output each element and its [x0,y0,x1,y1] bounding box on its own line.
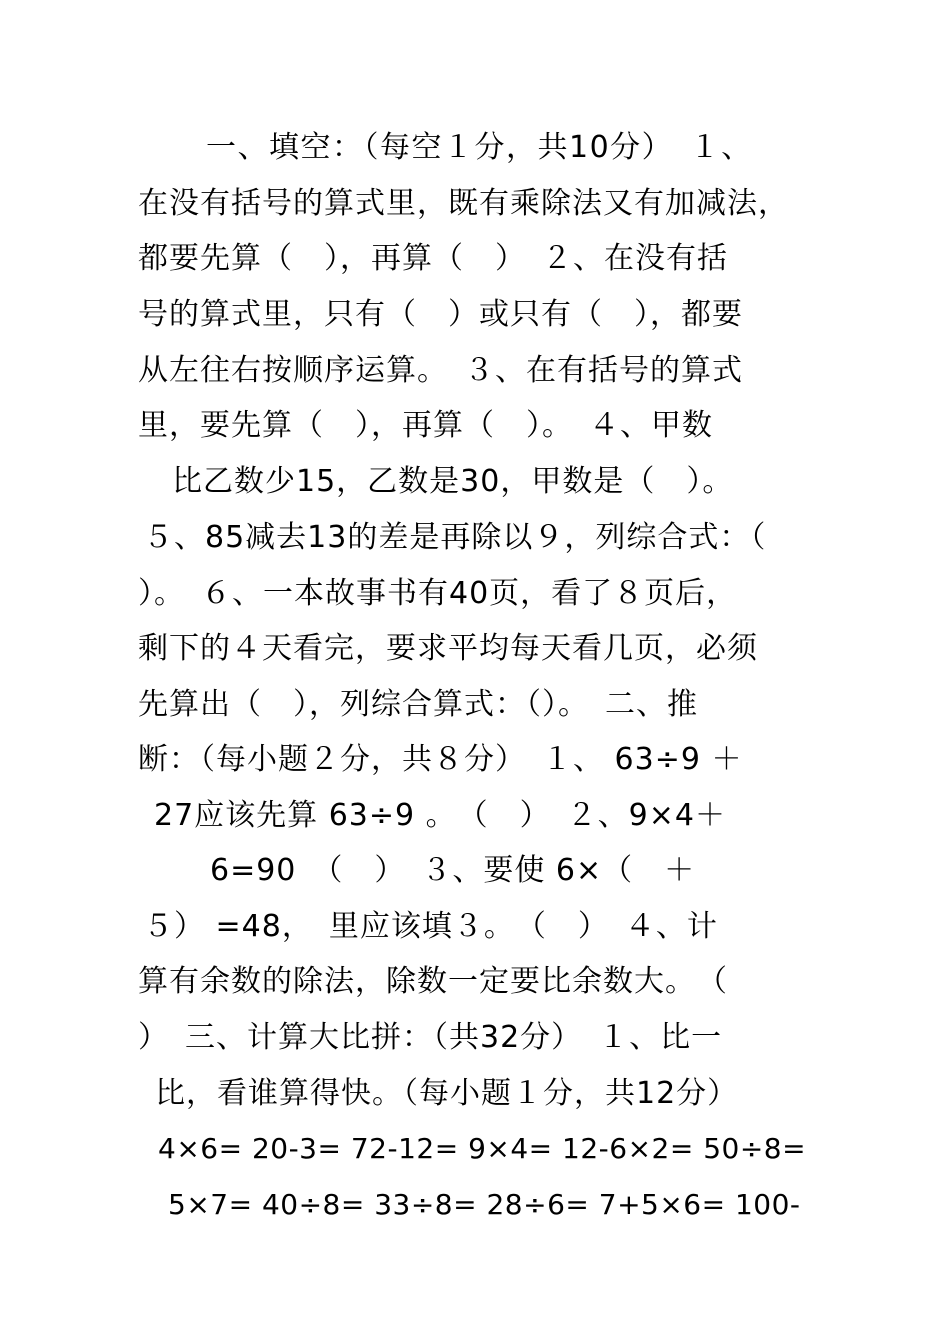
text-line: 比，看谁算得快。（每小题１分，共12分） [155,1076,739,1111]
text-line: 里，要先算（ ），再算（ ）。 ４、甲数 [138,408,713,443]
text-line: 一、填空：（每空１分，共10分） １、 [206,130,753,165]
text-line: ５、85减去13的差是再除以９，列综合式：（ [143,520,767,555]
text-line: 4×6= 20-3= 72-12= 9×4= 12-6×2= 50÷8= [158,1132,807,1165]
text-line: 5×7= 40÷8= 33÷8= 28÷6= 7+5×6= 100- [168,1188,801,1221]
text-line: 27应该先算 63÷9 。 （ ） ２、9×4＋ [154,798,726,833]
text-line: 号的算式里，只有（ ）或只有（ ），都要 [138,297,743,332]
text-line: 比乙数少15，乙数是30，甲数是（ ）。 [172,464,734,499]
text-line: 剩下的４天看完，要求平均每天看几页，必须 [138,631,758,666]
text-line: ） 三、计算大比拼：（共32分） １、比一 [138,1020,723,1055]
text-line: ５） =48， 里应该填３。 （ ） ４、计 [143,909,718,944]
text-line: 从左往右按顺序运算。 ３、在有括号的算式 [138,353,743,388]
text-line: 先算出（ ），列综合算式：（）。 二、推 [138,687,698,722]
text-line: 6=90 （ ） ３、要使 6×（ ＋ [210,853,696,888]
text-line: 在没有括号的算式里，既有乘除法又有加减法， [138,186,789,221]
text-line: ）。 ６、一本故事书有40页，看了８页后， [138,576,738,611]
text-line: 算有余数的除法，除数一定要比余数大。 （ [138,964,728,999]
text-line: 断：（每小题２分，共８分） １、 63÷9 ＋ [138,742,743,777]
text-line: 都要先算（ ），再算（ ） ２、在没有括 [138,241,728,276]
